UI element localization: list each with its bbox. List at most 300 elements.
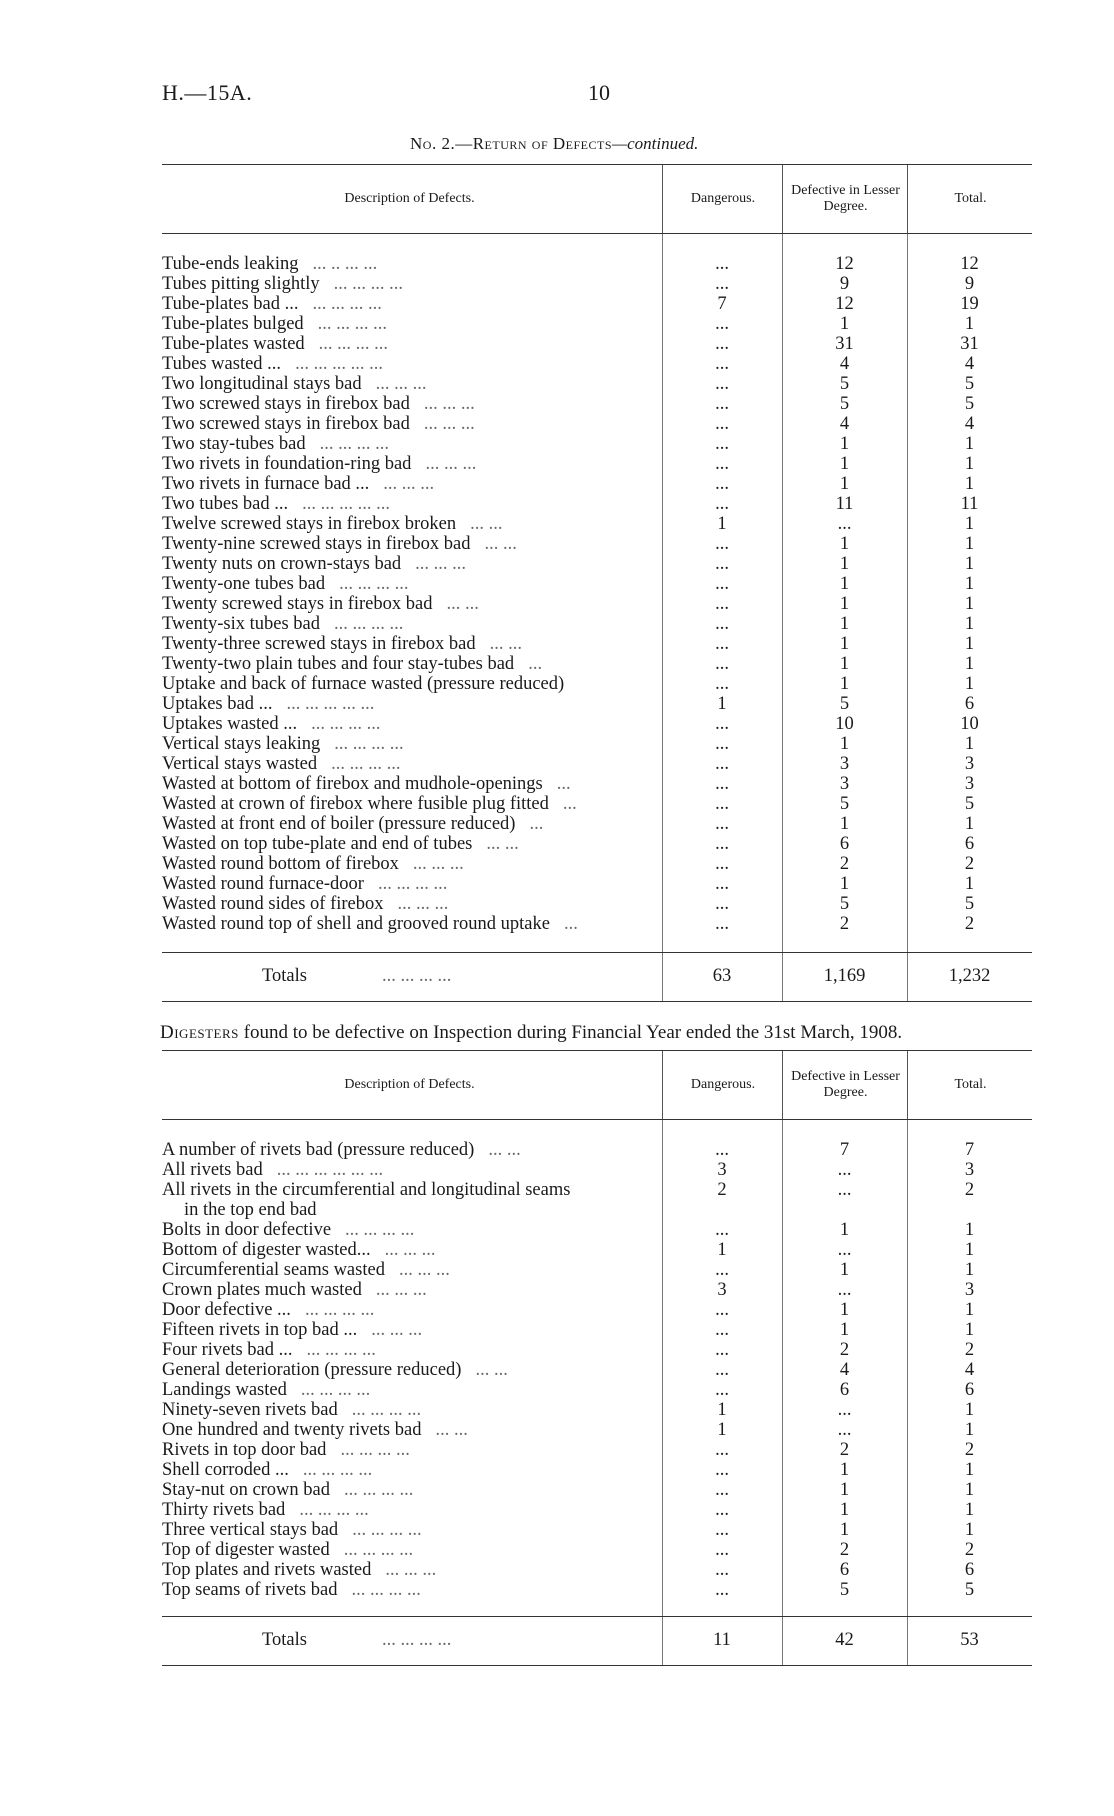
row-description (162, 534, 657, 554)
description-text: A number of rivets bad (pressure reduced) (162, 1140, 475, 1160)
cell-dangerous: ... (715, 734, 729, 754)
cell-dangerous: ... (715, 1480, 729, 1500)
leader-dots: ... ... ... ... (339, 574, 409, 594)
table-row (162, 1400, 1032, 1420)
cell-total: 1 (964, 454, 975, 474)
leader-dots: ... ... ... ... (344, 1480, 414, 1500)
cell-dangerous: ... (715, 1560, 729, 1580)
table-row (162, 634, 1032, 654)
table-row (162, 1220, 1032, 1240)
leader-dots: ... ... (446, 594, 479, 614)
table-row (162, 1300, 1032, 1320)
cell-total: 1 (964, 1420, 975, 1440)
cell-total: 1 (964, 1400, 975, 1420)
cell-lesser: 2 (839, 1340, 850, 1360)
cell-lesser: 2 (839, 1540, 850, 1560)
leader-dots: ... ... ... (412, 854, 464, 874)
table-row (162, 1320, 1032, 1340)
cell-total: 31 (960, 334, 979, 354)
cell-total: 12 (960, 254, 979, 274)
description-text: Two screwed stays in firebox bad (162, 414, 410, 434)
table-row (162, 914, 1032, 934)
totals-dangerous: 11 (713, 1630, 731, 1650)
leader-dots: ... ... ... ... (351, 1580, 421, 1600)
cell-lesser: ... (837, 1160, 852, 1180)
leader-dots: ... ... ... (384, 1240, 436, 1260)
table-row (162, 1460, 1032, 1480)
cell-lesser: 5 (839, 894, 850, 914)
cell-total: 1 (964, 554, 975, 574)
cell-dangerous: ... (715, 534, 729, 554)
row-description (162, 1320, 657, 1340)
row-description (162, 914, 657, 934)
table-body (162, 234, 1032, 952)
cell-total: 1 (964, 474, 975, 494)
cell-total: 1 (964, 1500, 975, 1520)
cell-total: 1 (964, 634, 975, 654)
totals-label: Totals (262, 966, 307, 986)
description-text: All rivets in the circumferential and longitudinal seams (162, 1180, 571, 1200)
leader-dots: ... ... ... ... (302, 1460, 373, 1480)
description-text: Shell corroded ... (162, 1460, 289, 1480)
cell-dangerous: ... (715, 1460, 729, 1480)
description-text: Twenty-one tubes bad (162, 574, 326, 594)
row-description (162, 1420, 657, 1440)
row-description (162, 1460, 657, 1480)
table-row (162, 414, 1032, 434)
cell-lesser: 5 (839, 794, 850, 814)
table-row (162, 674, 1032, 694)
row-description (162, 514, 657, 534)
leader-dots: ... .. ... ... (312, 254, 378, 274)
column-rule (782, 1120, 783, 1616)
leader-dots: ... ... ... ... (377, 874, 448, 894)
table-row (162, 1560, 1032, 1580)
leader-dots: ... ... ... ... ... (286, 694, 375, 714)
defects-table (162, 164, 1032, 1002)
table-row (162, 834, 1032, 854)
row-description (162, 1180, 657, 1200)
description-text: Uptake and back of furnace wasted (pressure reduced) (162, 674, 565, 694)
description-text: Circumferential seams wasted (162, 1260, 385, 1280)
cell-dangerous: ... (715, 1140, 729, 1160)
cell-lesser: 1 (839, 434, 850, 454)
cell-total: 2 (964, 1540, 975, 1560)
leader-dots: ... ... ... ... (331, 754, 401, 774)
table-row (162, 1580, 1032, 1600)
col-lesser: Defective in Lesser Degree. (782, 165, 908, 233)
section-title (410, 134, 698, 154)
cell-dangerous: ... (715, 634, 729, 654)
leader-dots: ... ... (488, 1140, 521, 1160)
cell-dangerous: ... (715, 254, 729, 274)
cell-dangerous: ... (715, 874, 729, 894)
description-text: Top plates and rivets wasted (162, 1560, 372, 1580)
cell-lesser: 1 (839, 594, 850, 614)
row-description (162, 1500, 657, 1520)
row-description (162, 1360, 657, 1380)
cell-dangerous: ... (715, 394, 729, 414)
cell-lesser: 1 (839, 1460, 850, 1480)
description-text: Two screwed stays in firebox bad (162, 394, 410, 414)
leader-dots: ... ... (486, 834, 519, 854)
digesters-title (160, 1022, 902, 1044)
description-text: All rivets bad (162, 1160, 263, 1180)
cell-dangerous: ... (715, 434, 729, 454)
leader-dots: ... ... (489, 634, 522, 654)
row-description (162, 1340, 657, 1360)
leader-dots: ... ... (470, 514, 503, 534)
col-description: Description of Defects. (344, 1077, 475, 1092)
leader-dots: ... ... ... (415, 554, 467, 574)
description-text: Top of digester wasted (162, 1540, 330, 1560)
row-description (162, 1560, 657, 1580)
row-description (162, 894, 657, 914)
description-text: Ninety-seven rivets bad (162, 1400, 338, 1420)
cell-lesser: 1 (839, 674, 850, 694)
description-text: Four rivets bad ... (162, 1340, 293, 1360)
row-description (162, 354, 657, 374)
column-rule (782, 234, 783, 952)
table-row (162, 654, 1032, 674)
table-row (162, 1500, 1032, 1520)
row-description (162, 1480, 657, 1500)
description-text: Wasted at crown of firebox where fusible plug fitted (162, 794, 549, 814)
cell-lesser: 1 (839, 614, 850, 634)
table-header (162, 164, 1032, 234)
description-text: Wasted at front end of boiler (pressure reduced) (162, 814, 516, 834)
cell-total: 1 (964, 1260, 975, 1280)
table-row (162, 854, 1032, 874)
table-row (162, 1360, 1032, 1380)
cell-dangerous: ... (715, 754, 729, 774)
row-description (162, 1300, 657, 1320)
cell-lesser: 1 (839, 554, 850, 574)
cell-total: 1 (964, 1240, 975, 1260)
cell-lesser: 1 (839, 734, 850, 754)
table-row (162, 1340, 1032, 1360)
row-description (162, 754, 657, 774)
cell-total: 9 (964, 274, 975, 294)
row-description (162, 374, 657, 394)
description-text: Tube-ends leaking (162, 254, 299, 274)
row-description (162, 394, 657, 414)
cell-lesser: 6 (839, 1380, 850, 1400)
leader-dots: ... ... ... ... ... (302, 494, 391, 514)
column-rule (907, 1120, 908, 1616)
totals-dangerous: 63 (712, 966, 732, 986)
table-row (162, 434, 1032, 454)
table-row (162, 314, 1032, 334)
table-body (162, 1120, 1032, 1616)
description-text: Three vertical stays bad (162, 1520, 339, 1540)
table-row (162, 374, 1032, 394)
cell-total: 1 (964, 614, 975, 634)
description-text: Wasted on top tube-plate and end of tubes (162, 834, 473, 854)
table-row (162, 1520, 1032, 1540)
row-description (162, 714, 657, 734)
cell-lesser: 11 (835, 494, 854, 514)
row-description (162, 414, 657, 434)
cell-lesser: ... (837, 1400, 852, 1420)
cell-dangerous: ... (715, 1520, 729, 1540)
row-description (162, 254, 657, 274)
cell-dangerous: ... (715, 1380, 729, 1400)
description-text: Vertical stays wasted (162, 754, 318, 774)
description-text: Crown plates much wasted (162, 1280, 362, 1300)
cell-dangerous: 1 (717, 1420, 727, 1440)
row-description (162, 694, 657, 714)
table-row (162, 814, 1032, 834)
table-row (162, 1240, 1032, 1260)
cell-lesser: 2 (839, 1440, 850, 1460)
cell-total: 1 (964, 814, 975, 834)
row-description (162, 1520, 657, 1540)
cell-lesser: 1 (839, 1220, 850, 1240)
leader-dots: ... (529, 814, 544, 834)
cell-total: 1 (964, 654, 975, 674)
page-number: 10 (588, 80, 610, 105)
cell-total: 5 (964, 394, 975, 414)
cell-dangerous: ... (715, 1500, 729, 1520)
cell-total: 19 (960, 294, 979, 314)
row-description (162, 1160, 657, 1180)
leader-dots: ... ... ... ... ... ... (276, 1160, 384, 1180)
table-row (162, 1480, 1032, 1500)
cell-dangerous: ... (715, 554, 729, 574)
cell-dangerous: ... (715, 614, 729, 634)
leader-dots: ... (528, 654, 543, 674)
cell-lesser: 1 (839, 654, 850, 674)
cell-total: 1 (964, 514, 975, 534)
row-description (162, 494, 657, 514)
cell-total: 1 (964, 1300, 975, 1320)
leader-dots: ... ... (475, 1360, 508, 1380)
row-description (162, 1240, 657, 1260)
leader-dots: ... ... ... ... (334, 734, 404, 754)
row-description (162, 1380, 657, 1400)
cell-dangerous: ... (715, 374, 729, 394)
cell-total: 1 (964, 594, 975, 614)
row-description (162, 454, 657, 474)
cell-dangerous: ... (715, 1360, 729, 1380)
cell-dangerous: ... (715, 854, 729, 874)
digesters-title-caps: Digesters (160, 1022, 239, 1043)
table-row (162, 1540, 1032, 1560)
cell-total: 2 (964, 1180, 975, 1200)
table-header (162, 1050, 1032, 1120)
cell-dangerous: ... (715, 1540, 729, 1560)
column-rule (907, 234, 908, 952)
cell-dangerous: ... (715, 814, 729, 834)
cell-lesser: 4 (839, 354, 850, 374)
table-row (162, 594, 1032, 614)
row-description (162, 674, 657, 694)
cell-total: 1 (964, 1520, 975, 1540)
table-row (162, 714, 1032, 734)
row-description (162, 554, 657, 574)
cell-lesser: 6 (839, 1560, 850, 1580)
col-lesser: Defective in Lesser Degree. (782, 1051, 908, 1119)
cell-total: 1 (964, 1480, 975, 1500)
leader-dots: ... ... ... (371, 1320, 423, 1340)
cell-lesser: 4 (839, 414, 850, 434)
description-text: Bolts in door defective (162, 1220, 332, 1240)
cell-total: 4 (964, 414, 975, 434)
description-text: Twenty-two plain tubes and four stay-tubes bad (162, 654, 515, 674)
cell-lesser: 10 (835, 714, 854, 734)
table-row (162, 1260, 1032, 1280)
cell-total: 6 (964, 694, 975, 714)
cell-total: 1 (964, 574, 975, 594)
table-row (162, 394, 1032, 414)
row-description (162, 1440, 657, 1460)
totals-label: Totals (262, 1630, 307, 1650)
leader-dots: ... ... ... ... (304, 1300, 375, 1320)
cell-dangerous: 3 (717, 1160, 727, 1180)
description-text: Two rivets in furnace bad ... (162, 474, 370, 494)
table-row (162, 354, 1032, 374)
description-text: Top seams of rivets bad (162, 1580, 338, 1600)
description-text: Uptakes wasted ... (162, 714, 298, 734)
cell-lesser: 1 (839, 454, 850, 474)
table-row (162, 294, 1032, 314)
leader-dots: ... ... ... (425, 454, 477, 474)
row-description (162, 474, 657, 494)
row-description (162, 634, 657, 654)
description-text: Door defective ... (162, 1300, 291, 1320)
cell-lesser: 3 (839, 774, 850, 794)
table-row (162, 1180, 1032, 1200)
cell-lesser: 1 (839, 814, 850, 834)
description-text: Two longitudinal stays bad (162, 374, 362, 394)
description-text: Wasted round top of shell and grooved round uptake (162, 914, 550, 934)
row-description (162, 334, 657, 354)
cell-lesser: ... (837, 514, 852, 534)
cell-total: 5 (964, 894, 975, 914)
cell-lesser: 7 (839, 1140, 850, 1160)
description-text: Fifteen rivets in top bad ... (162, 1320, 358, 1340)
totals-lesser: 1,169 (823, 966, 866, 986)
description-text: Bottom of digester wasted... (162, 1240, 371, 1260)
description-text: Wasted round sides of firebox (162, 894, 384, 914)
leader-dots: ... ... ... (398, 1260, 450, 1280)
leader-dots: ... ... ... (383, 474, 435, 494)
leader-dots: ... ... ... (423, 414, 475, 434)
header-left: H.—15A. (162, 80, 253, 105)
row-description (162, 854, 657, 874)
cell-total: 5 (964, 794, 975, 814)
cell-total: 2 (964, 914, 975, 934)
cell-lesser: 4 (839, 1360, 850, 1380)
col-total: Total. (907, 165, 1033, 233)
cell-dangerous: ... (715, 1340, 729, 1360)
cell-total: 6 (964, 1380, 975, 1400)
column-rule (662, 1120, 663, 1616)
description-text: Twenty screwed stays in firebox bad (162, 594, 433, 614)
leader-dots: ... ... ... (397, 894, 449, 914)
col-dangerous: Dangerous. (662, 165, 783, 233)
table-row (162, 874, 1032, 894)
leader-dots: ... ... ... (423, 394, 475, 414)
leader-dots: ... ... ... ... (318, 334, 389, 354)
table-row (162, 734, 1032, 754)
cell-dangerous: ... (715, 594, 729, 614)
row-description (162, 314, 657, 334)
digesters-title-rest: found to be defective on Inspection during Financial Year ended the 31st March, 1908. (238, 1022, 903, 1043)
cell-total: 1 (964, 1220, 975, 1240)
cell-dangerous: 2 (717, 1180, 727, 1200)
row-description (162, 874, 657, 894)
row-description (162, 294, 657, 314)
table-row (162, 614, 1032, 634)
table-row (162, 1200, 1032, 1220)
cell-lesser: 1 (839, 1500, 850, 1520)
table-row (162, 454, 1032, 474)
row-description (162, 1260, 657, 1280)
cell-total: 5 (964, 1580, 975, 1600)
totals-dots: ... ... ... ... (382, 966, 452, 986)
table-row (162, 1380, 1032, 1400)
cell-total: 2 (964, 1340, 975, 1360)
leader-dots: ... ... ... (375, 1280, 427, 1300)
cell-total: 1 (964, 734, 975, 754)
cell-dangerous: ... (715, 794, 729, 814)
cell-lesser: ... (837, 1240, 852, 1260)
description-text: Twenty-nine screwed stays in firebox bad (162, 534, 471, 554)
totals-row (162, 1616, 1032, 1666)
cell-dangerous: 1 (717, 694, 727, 714)
table-row (162, 1280, 1032, 1300)
cell-total: 3 (964, 1160, 975, 1180)
description-text: One hundred and twenty rivets bad (162, 1420, 422, 1440)
row-description (162, 654, 657, 674)
cell-total: 2 (964, 1440, 975, 1460)
cell-lesser: 2 (839, 854, 850, 874)
cell-total: 1 (964, 534, 975, 554)
cell-total: 2 (964, 854, 975, 874)
cell-dangerous: 1 (717, 1240, 727, 1260)
cell-dangerous: ... (715, 494, 729, 514)
table-row (162, 774, 1032, 794)
cell-lesser: 6 (839, 834, 850, 854)
description-text: Tube-plates bulged (162, 314, 304, 334)
cell-total: 11 (960, 494, 979, 514)
cell-total: 3 (964, 1280, 975, 1300)
cell-dangerous: ... (715, 894, 729, 914)
cell-dangerous: 7 (717, 294, 727, 314)
col-total: Total. (907, 1051, 1033, 1119)
cell-lesser: 1 (839, 314, 850, 334)
description-text: Twenty nuts on crown-stays bad (162, 554, 402, 574)
leader-dots: ... ... ... ... (343, 1540, 414, 1560)
cell-total: 6 (964, 834, 975, 854)
row-description (162, 1220, 657, 1240)
row-description (162, 594, 657, 614)
cell-total: 3 (964, 754, 975, 774)
table-row (162, 534, 1032, 554)
leader-dots: ... ... ... ... (345, 1220, 415, 1240)
description-text: Thirty rivets bad (162, 1500, 286, 1520)
leader-dots: ... ... ... ... (319, 434, 389, 454)
cell-lesser: 1 (839, 574, 850, 594)
cell-lesser: 12 (835, 294, 854, 314)
table-row (162, 274, 1032, 294)
row-description (162, 1580, 657, 1600)
cell-dangerous: 1 (717, 514, 727, 534)
totals-total: 53 (960, 1630, 979, 1650)
cell-total: 1 (964, 1320, 975, 1340)
